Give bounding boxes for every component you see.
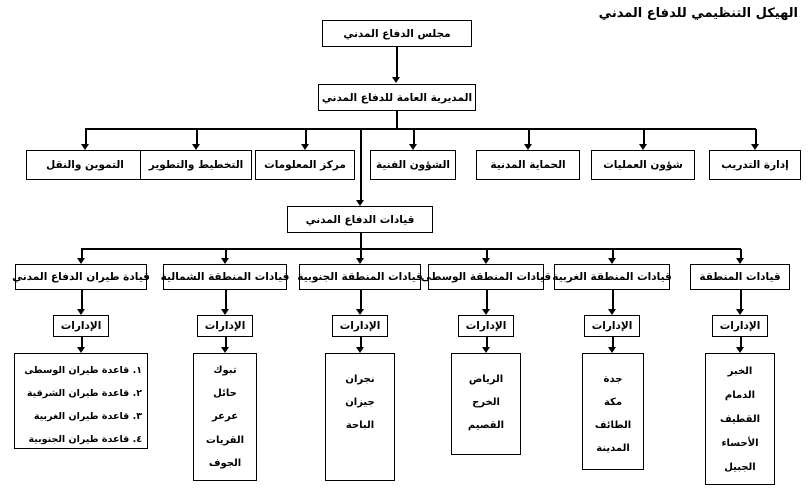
region-box-south: قيادات المنطقة الجنوبية [299,264,421,290]
connector-line [486,249,488,258]
page-title: الهيكل التنظيمي للدفاع المدني [598,6,798,21]
arrow-down-icon [392,77,400,83]
list-item: عرعر [211,411,239,423]
list-item: ٢. قاعدة طيران الشرقية [26,388,142,399]
list-item: الجوف [208,457,242,469]
connector-line [360,337,362,347]
connector-line [740,249,742,258]
region-box-east: قيادات المنطقة [690,264,790,290]
connector-line [360,129,362,200]
list-box-north-cities [193,353,257,481]
list-item: نجران [345,374,375,385]
connector-line [305,129,307,144]
connector-line [196,129,198,144]
list-item: جدة [603,374,623,385]
list-item: الرياض [468,374,504,385]
list-item: المدينة [596,443,630,454]
list-item: القصيم [467,420,505,431]
list-item: الباحة [345,420,375,431]
connector-line [612,249,614,258]
list-item: مكة [603,397,623,408]
connector-line [740,290,742,309]
department-box-training-admin: إدارة التدريب [709,150,801,180]
list-item: جيزان [345,397,375,408]
list-item: الخبر [727,365,753,377]
connector-line [85,128,756,130]
department-box-civil-protection: الحماية المدنية [476,150,580,180]
list-item: ٤. قاعدة طيران الجنوبية [28,434,142,445]
commands-box: قيادات الدفاع المدني [287,206,433,233]
department-box-supply-transport: التموين والنقل [26,150,144,180]
connector-line [612,290,614,309]
list-item: الطائف [594,420,632,431]
connector-line [486,290,488,309]
list-box-central-cities [451,353,521,455]
connector-line [85,129,87,144]
connector-line [81,337,83,347]
list-item: ١. قاعدة طيران الوسطى [24,365,142,376]
admin-box-south: الإدارات [332,315,388,337]
list-item: حائل [213,388,237,400]
list-box-aviation-bases [14,353,148,449]
connector-line [360,233,362,248]
region-box-north: قيادات المنطقة الشمالية [163,264,287,290]
connector-line [225,290,227,309]
list-item: القريات [205,434,245,446]
admin-box-north: الإدارات [197,315,253,337]
connector-line [360,290,362,309]
department-box-planning-development: التخطيط والتطوير [140,150,252,180]
department-box-operations-affairs: شؤون العمليات [591,150,695,180]
council-box: مجلس الدفاع المدني [322,20,472,47]
connector-line [740,337,742,347]
connector-line [643,129,645,144]
department-box-technical-affairs: الشؤون الفنية [370,150,456,180]
connector-line [81,249,83,258]
connector-line [81,248,741,250]
connector-line [528,129,530,144]
region-box-aviation: قيادة طيران الدفاع المدني [15,264,147,290]
connector-line [486,337,488,347]
list-box-south-cities [325,353,395,481]
connector-line [612,337,614,347]
list-item: الأحساء [721,437,759,449]
admin-box-west: الإدارات [584,315,640,337]
connector-line [755,129,757,144]
list-item: الدمام [724,389,756,401]
admin-box-central: الإدارات [458,315,514,337]
list-item: ٣. قاعدة طيران الغربية [33,411,142,422]
list-item: الجبيل [724,461,756,473]
connector-line [81,290,83,309]
list-box-east-cities [705,353,775,485]
admin-box-aviation: الإدارات [53,315,109,337]
list-item: القطيف [719,413,761,425]
directorate-box: المديرية العامة للدفاع المدني [318,84,476,111]
connector-line [396,111,398,128]
connector-line [413,129,415,144]
list-item: الخرج [472,397,500,408]
connector-line [360,249,362,258]
connector-line [396,47,398,77]
connector-line [225,249,227,258]
department-box-information-center: مركز المعلومات [255,150,355,180]
region-box-west: قيادات المنطقة الغربية [554,264,670,290]
list-item: تبوك [213,365,237,377]
admin-box-east: الإدارات [712,315,768,337]
connector-line [225,337,227,347]
list-box-west-cities [582,353,644,470]
region-box-central: قيادات المنطقة الوسطى [428,264,544,290]
